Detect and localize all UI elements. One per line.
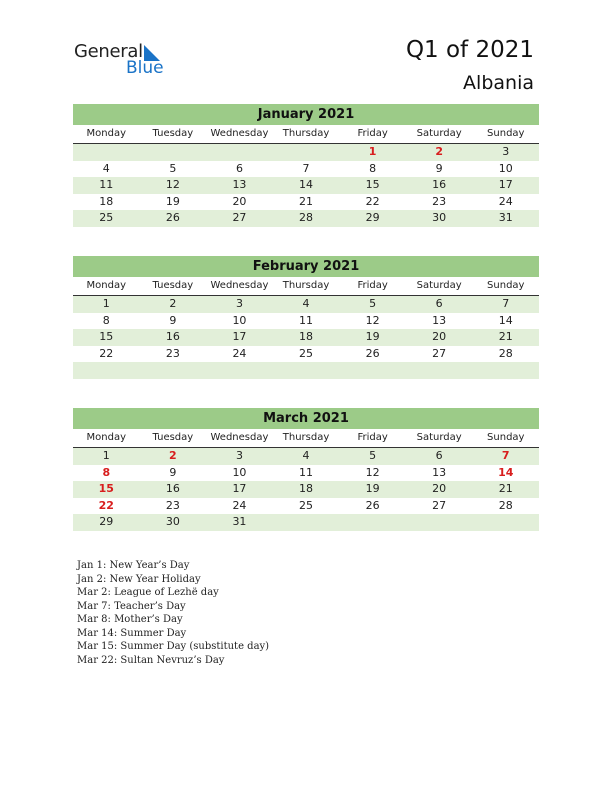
day-cell: 10	[498, 161, 513, 175]
month-title: January 2021	[73, 104, 539, 125]
week-row	[73, 296, 539, 313]
day-cell: 2	[169, 449, 177, 462]
week-row	[73, 161, 539, 178]
weekday-label: Monday	[86, 128, 127, 139]
day-cell: 3	[235, 297, 243, 310]
day-cell: 4	[102, 161, 110, 175]
day-cell: 24	[232, 498, 247, 512]
day-cell: 3	[502, 145, 510, 158]
day-cell: 3	[235, 449, 243, 462]
month-title: February 2021	[73, 256, 539, 277]
day-cell	[140, 362, 207, 379]
week-row	[73, 448, 539, 465]
weekday-label: Monday	[86, 432, 127, 443]
week-row	[73, 177, 539, 194]
logo-blue-text: Blue	[126, 58, 164, 78]
weekday-label: Sunday	[487, 280, 525, 291]
day-cell: 5	[369, 297, 377, 310]
day-cell	[406, 362, 473, 379]
day-cell: 19	[365, 330, 380, 344]
month-title: March 2021	[73, 408, 539, 429]
weekday-label: Wednesday	[210, 280, 269, 291]
day-cell: 8	[102, 313, 110, 327]
day-cell: 28	[498, 498, 513, 512]
day-cell: 5	[169, 161, 177, 175]
day-cell: 30	[432, 211, 447, 225]
day-cell: 4	[302, 449, 310, 462]
day-cell: 26	[165, 211, 180, 225]
day-cell: 17	[232, 482, 247, 496]
day-cell: 21	[498, 330, 513, 344]
day-cell: 27	[432, 498, 447, 512]
day-cell: 15	[99, 330, 114, 344]
day-cell	[472, 514, 539, 531]
day-cell: 17	[232, 330, 247, 344]
day-cell: 19	[165, 194, 180, 208]
holiday-note: Jan 1: New Year’s Day	[77, 560, 190, 571]
weekday-label: Wednesday	[210, 128, 269, 139]
day-cell: 25	[299, 346, 314, 360]
day-cell: 1	[102, 449, 110, 462]
day-cell: 7	[501, 449, 510, 462]
day-cell: 25	[99, 211, 114, 225]
holiday-note: Mar 8: Mother’s Day	[77, 614, 183, 625]
holiday-note: Mar 22: Sultan Nevruz’s Day	[77, 654, 225, 666]
day-cell	[406, 514, 473, 531]
holiday-note: Jan 2: New Year Holiday	[77, 573, 201, 585]
day-cell: 10	[232, 465, 247, 479]
day-cell: 13	[232, 178, 247, 192]
day-cell	[273, 514, 340, 531]
weekday-label: Thursday	[282, 432, 330, 443]
weekday-label: Friday	[357, 280, 388, 291]
weekday-label: Tuesday	[152, 280, 194, 291]
day-cell: 16	[165, 330, 180, 344]
weekday-label: Sunday	[487, 128, 525, 139]
day-cell: 26	[365, 498, 380, 512]
week-row	[73, 481, 539, 498]
day-cell: 15	[98, 482, 114, 496]
day-cell: 29	[99, 515, 114, 529]
weekday-label: Saturday	[416, 128, 462, 139]
day-cell: 11	[299, 465, 314, 479]
day-cell	[273, 144, 340, 161]
week-row	[73, 194, 539, 211]
day-cell	[273, 362, 340, 379]
day-cell: 9	[169, 313, 177, 327]
day-cell: 24	[498, 194, 513, 208]
day-cell: 24	[232, 346, 247, 360]
day-cell	[206, 144, 273, 161]
weekday-label: Friday	[357, 128, 388, 139]
day-cell: 12	[365, 313, 380, 327]
day-cell: 1	[368, 145, 377, 158]
day-cell: 11	[299, 313, 314, 327]
day-cell: 2	[435, 145, 443, 158]
week-row	[73, 465, 539, 482]
month-february	[73, 256, 539, 379]
week-row	[73, 329, 539, 346]
day-cell	[339, 362, 406, 379]
day-cell: 14	[498, 313, 513, 327]
weekday-header-row	[73, 429, 539, 448]
day-cell: 9	[169, 465, 177, 479]
day-cell: 1	[102, 297, 110, 310]
month-march	[73, 408, 539, 531]
holiday-note: Mar 15: Summer Day (substitute day)	[77, 641, 270, 652]
week-row	[73, 313, 539, 330]
weekday-label: Saturday	[416, 280, 462, 291]
day-cell: 12	[165, 178, 180, 192]
month-january	[73, 104, 539, 227]
weekday-label: Saturday	[416, 432, 462, 443]
day-cell: 20	[432, 330, 447, 344]
day-cell: 19	[365, 482, 380, 496]
weekday-header-row	[73, 277, 539, 296]
week-row	[73, 144, 539, 161]
day-cell: 22	[98, 498, 114, 512]
day-cell: 11	[99, 178, 114, 192]
logo-general-text: General	[74, 41, 143, 62]
day-cell: 23	[165, 498, 180, 512]
holiday-note: Mar 14: Summer Day	[77, 627, 187, 639]
day-cell: 18	[99, 194, 114, 208]
day-cell: 31	[498, 211, 513, 225]
day-cell: 2	[169, 297, 177, 310]
day-cell: 8	[369, 161, 377, 175]
day-cell: 27	[232, 211, 247, 225]
holiday-notes	[77, 559, 269, 667]
day-cell: 6	[235, 161, 243, 175]
weekday-label: Sunday	[487, 432, 525, 443]
day-cell: 22	[365, 194, 380, 208]
weekday-label: Tuesday	[152, 432, 194, 443]
week-row	[73, 514, 539, 531]
day-cell: 26	[365, 346, 380, 360]
holiday-note: Mar 2: League of Lezhë day	[77, 587, 219, 598]
day-cell: 6	[435, 297, 443, 310]
day-cell: 22	[99, 346, 114, 360]
holiday-note: Mar 7: Teacher’s Day	[77, 600, 186, 612]
day-cell: 6	[435, 449, 443, 462]
weekday-label: Monday	[86, 280, 127, 291]
weekday-label: Tuesday	[152, 128, 194, 139]
weekday-label: Wednesday	[210, 432, 269, 443]
day-cell: 16	[165, 482, 180, 496]
day-cell: 23	[165, 346, 180, 360]
day-cell: 14	[498, 465, 514, 479]
day-cell: 12	[365, 465, 380, 479]
day-cell	[206, 362, 273, 379]
day-cell: 23	[432, 194, 447, 208]
day-cell: 31	[232, 515, 247, 529]
day-cell: 29	[365, 211, 380, 225]
day-cell: 15	[365, 178, 380, 192]
day-cell: 20	[232, 194, 247, 208]
day-cell	[472, 362, 539, 379]
day-cell: 7	[502, 297, 510, 310]
day-cell: 14	[299, 178, 314, 192]
day-cell: 27	[432, 346, 447, 360]
day-cell: 28	[498, 346, 513, 360]
day-cell	[73, 144, 140, 161]
weekday-label: Friday	[357, 432, 388, 443]
day-cell: 18	[299, 482, 314, 496]
day-cell: 18	[299, 330, 314, 344]
day-cell: 13	[432, 313, 447, 327]
day-cell: 5	[369, 449, 377, 462]
week-row	[73, 346, 539, 363]
page-title: Q1 of 2021	[405, 37, 534, 63]
week-row	[73, 210, 539, 227]
week-row	[73, 362, 539, 379]
day-cell: 30	[165, 515, 180, 529]
country-name: Albania	[463, 72, 534, 94]
day-cell: 17	[498, 178, 513, 192]
day-cell	[339, 514, 406, 531]
weekday-label: Thursday	[282, 128, 330, 139]
day-cell: 10	[232, 313, 247, 327]
day-cell	[73, 362, 140, 379]
weekday-label: Thursday	[282, 280, 330, 291]
week-row	[73, 498, 539, 515]
day-cell: 21	[498, 482, 513, 496]
day-cell: 16	[432, 178, 447, 192]
day-cell: 21	[299, 194, 314, 208]
day-cell	[140, 144, 207, 161]
day-cell: 13	[432, 465, 447, 479]
day-cell: 20	[432, 482, 447, 496]
day-cell: 8	[102, 465, 111, 479]
day-cell: 25	[299, 498, 314, 512]
day-cell: 4	[302, 297, 310, 310]
day-cell: 9	[435, 161, 443, 175]
day-cell: 7	[302, 161, 310, 175]
day-cell: 28	[299, 211, 314, 225]
weekday-header-row	[73, 125, 539, 144]
